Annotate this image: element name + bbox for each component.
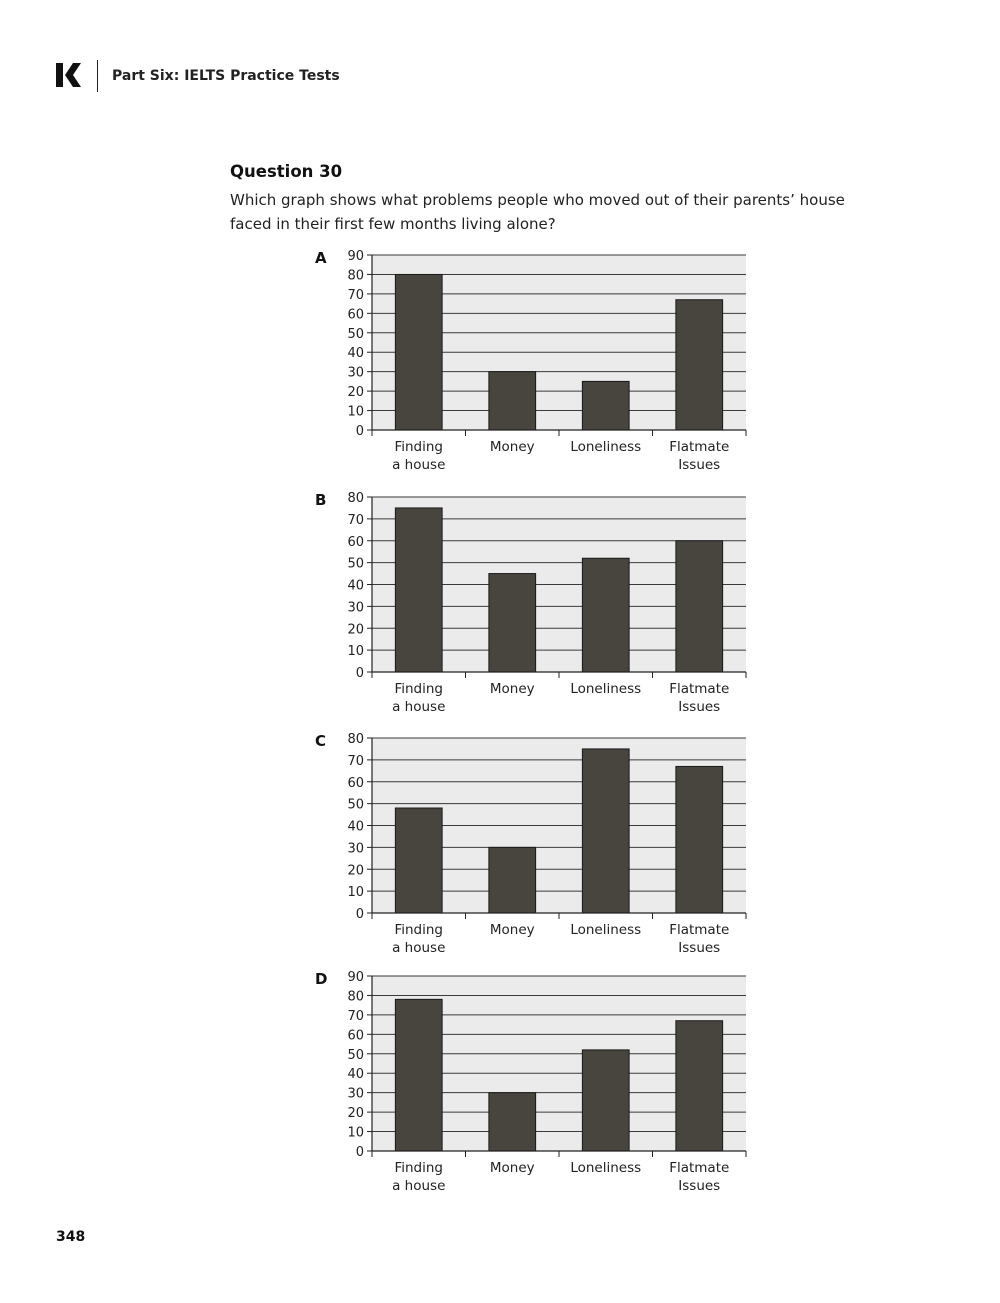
section-title: Part Six: IELTS Practice Tests bbox=[112, 68, 340, 84]
y-tick-label: 70 bbox=[347, 512, 364, 528]
y-tick-label: 10 bbox=[347, 644, 364, 660]
bar bbox=[395, 274, 442, 430]
x-tick-label-line: Loneliness bbox=[570, 1160, 642, 1176]
y-tick-label: 30 bbox=[347, 1086, 364, 1102]
bar bbox=[582, 381, 629, 430]
y-tick-label: 50 bbox=[347, 1047, 364, 1063]
y-tick-label: 10 bbox=[347, 1125, 364, 1141]
bar bbox=[582, 558, 629, 672]
y-tick-label: 70 bbox=[347, 1008, 364, 1024]
x-tick-label-line: a house bbox=[392, 457, 446, 473]
bar bbox=[489, 1093, 536, 1151]
bar bbox=[676, 300, 723, 430]
x-tick-label bbox=[490, 681, 535, 697]
bar bbox=[489, 372, 536, 430]
x-tick-label-line: Finding bbox=[394, 681, 444, 697]
bar bbox=[676, 1021, 723, 1151]
x-tick-label bbox=[392, 922, 445, 956]
y-tick-label: 40 bbox=[347, 1067, 364, 1083]
bar bbox=[676, 766, 723, 913]
x-tick-label-line: a house bbox=[392, 940, 446, 956]
y-tick-label: 0 bbox=[355, 1145, 364, 1160]
x-tick-label bbox=[570, 439, 641, 455]
page-number: 348 bbox=[56, 1229, 86, 1245]
chart-letter: B bbox=[315, 491, 327, 509]
y-tick-label: 50 bbox=[347, 797, 364, 813]
bar-chart-b bbox=[300, 488, 760, 723]
x-tick-label-line: Finding bbox=[394, 1160, 444, 1176]
y-tick-label: 80 bbox=[347, 491, 364, 506]
y-tick-label: 90 bbox=[347, 249, 364, 264]
x-tick-label-line: Issues bbox=[678, 699, 721, 715]
bar bbox=[489, 847, 536, 913]
y-tick-label: 0 bbox=[355, 907, 364, 922]
x-tick-label-line: Finding bbox=[394, 922, 444, 938]
y-tick-label: 10 bbox=[347, 885, 364, 901]
y-tick-label: 70 bbox=[347, 287, 364, 303]
x-tick-label-line: Loneliness bbox=[570, 922, 642, 938]
y-tick-label: 30 bbox=[347, 841, 364, 857]
bar-chart-d bbox=[300, 967, 760, 1202]
x-tick-label bbox=[669, 922, 729, 956]
x-tick-label bbox=[570, 681, 641, 697]
x-tick-label-line: Loneliness bbox=[570, 681, 642, 697]
y-tick-label: 0 bbox=[355, 666, 364, 681]
x-tick-label-line: Issues bbox=[678, 1178, 721, 1194]
y-tick-label: 20 bbox=[347, 622, 364, 638]
bar-chart-c bbox=[300, 729, 760, 964]
chart-svg bbox=[300, 729, 760, 964]
bar bbox=[582, 749, 629, 913]
y-tick-label: 30 bbox=[347, 365, 364, 381]
y-tick-label: 30 bbox=[347, 600, 364, 616]
y-tick-label: 20 bbox=[347, 385, 364, 401]
chart-letter: A bbox=[315, 249, 327, 267]
y-tick-label: 80 bbox=[347, 732, 364, 747]
chart-svg bbox=[300, 967, 760, 1202]
bar bbox=[582, 1050, 629, 1151]
y-tick-label: 60 bbox=[347, 1028, 364, 1044]
x-tick-label-line: a house bbox=[392, 1178, 446, 1194]
x-tick-label bbox=[490, 439, 535, 455]
y-tick-label: 40 bbox=[347, 819, 364, 835]
x-tick-label bbox=[392, 439, 445, 473]
x-tick-label bbox=[570, 922, 641, 938]
x-tick-label-line: a house bbox=[392, 699, 446, 715]
chart-letter: C bbox=[315, 732, 327, 750]
kaplan-k-logo-icon bbox=[54, 60, 84, 90]
chart-letter: D bbox=[315, 970, 328, 988]
x-tick-label-line: Flatmate bbox=[669, 1160, 730, 1176]
x-tick-label bbox=[669, 681, 729, 715]
chart-svg bbox=[300, 488, 760, 723]
x-tick-label-line: Loneliness bbox=[570, 439, 642, 455]
y-tick-label: 60 bbox=[347, 307, 364, 323]
x-tick-label-line: Money bbox=[489, 681, 535, 697]
chart-svg bbox=[300, 246, 760, 481]
y-tick-label: 60 bbox=[347, 775, 364, 791]
y-tick-label: 90 bbox=[347, 970, 364, 985]
header-divider bbox=[97, 60, 98, 92]
bar bbox=[395, 508, 442, 672]
x-tick-label bbox=[490, 1160, 535, 1176]
x-tick-label-line: Money bbox=[489, 439, 535, 455]
y-tick-label: 40 bbox=[347, 346, 364, 362]
x-tick-label-line: Money bbox=[489, 1160, 535, 1176]
y-tick-label: 50 bbox=[347, 556, 364, 572]
x-tick-label bbox=[669, 439, 729, 473]
bar bbox=[676, 541, 723, 672]
question-text: Which graph shows what problems people who moved out of their parents’ house faced in their first few months living alone? bbox=[230, 191, 845, 233]
x-tick-label bbox=[669, 1160, 729, 1194]
bar bbox=[489, 574, 536, 672]
x-tick-label bbox=[392, 681, 445, 715]
question-title: Question 30 bbox=[230, 162, 343, 181]
y-tick-label: 0 bbox=[355, 424, 364, 439]
y-tick-label: 20 bbox=[347, 1106, 364, 1122]
y-tick-label: 60 bbox=[347, 534, 364, 550]
x-tick-label bbox=[392, 1160, 445, 1194]
y-tick-label: 80 bbox=[347, 989, 364, 1005]
bar bbox=[395, 808, 442, 913]
y-tick-label: 80 bbox=[347, 268, 364, 284]
x-tick-label-line: Finding bbox=[394, 439, 444, 455]
y-tick-label: 20 bbox=[347, 863, 364, 879]
x-tick-label-line: Flatmate bbox=[669, 439, 730, 455]
x-tick-label-line: Money bbox=[489, 922, 535, 938]
x-tick-label bbox=[570, 1160, 641, 1176]
x-tick-label-line: Flatmate bbox=[669, 681, 730, 697]
y-tick-label: 10 bbox=[347, 404, 364, 420]
x-tick-label-line: Issues bbox=[678, 457, 721, 473]
y-tick-label: 40 bbox=[347, 578, 364, 594]
bar bbox=[395, 999, 442, 1151]
x-tick-label-line: Flatmate bbox=[669, 922, 730, 938]
bar-chart-a bbox=[300, 246, 760, 481]
x-tick-label-line: Issues bbox=[678, 940, 721, 956]
y-tick-label: 50 bbox=[347, 326, 364, 342]
y-tick-label: 70 bbox=[347, 753, 364, 769]
x-tick-label bbox=[490, 922, 535, 938]
